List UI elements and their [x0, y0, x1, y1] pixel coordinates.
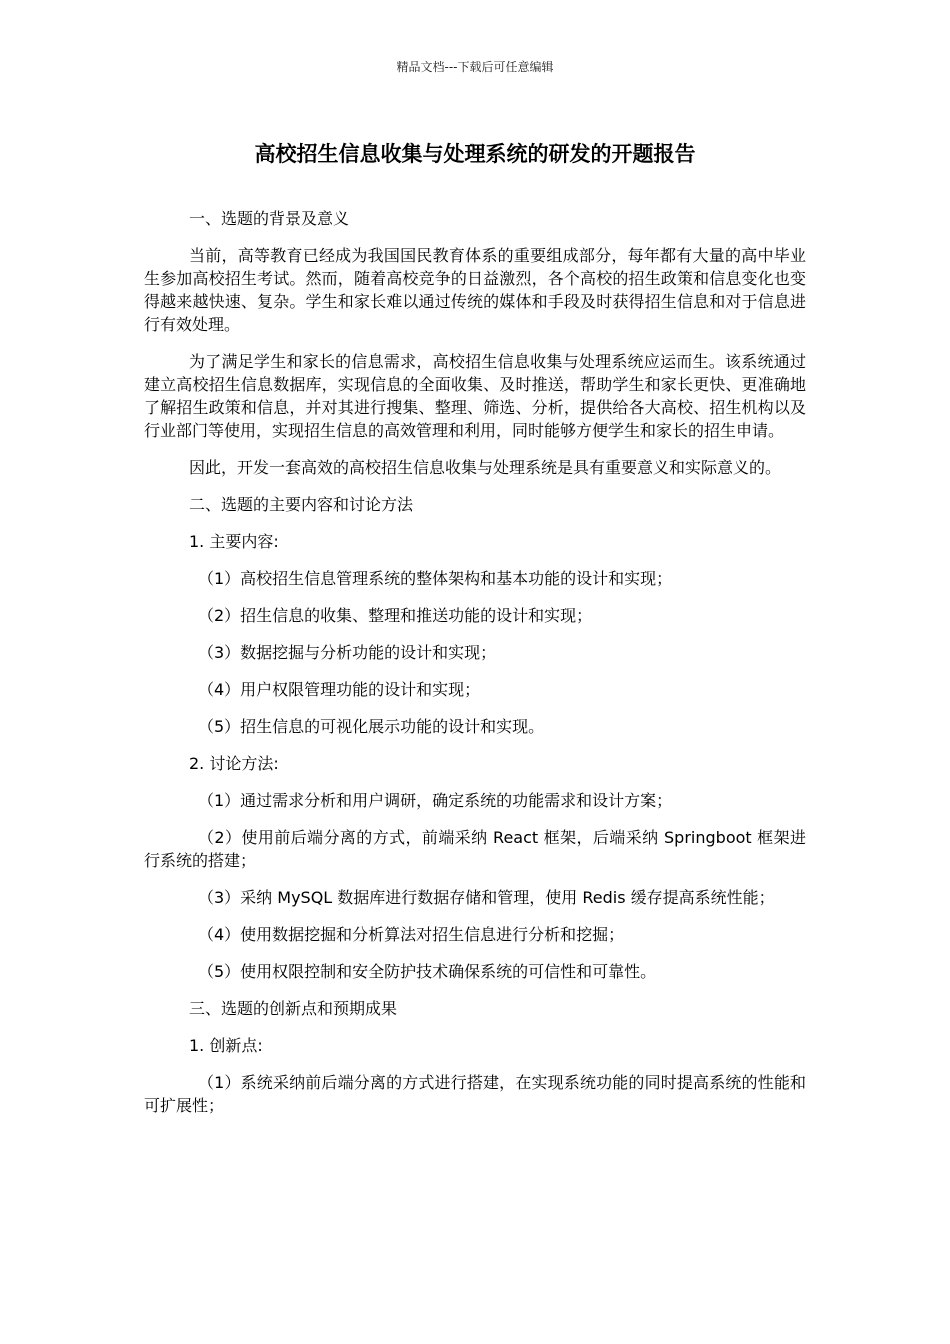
- header-note: 精品文档---下载后可任意编辑: [396, 60, 554, 74]
- section-heading: 三、选题的创新点和预期成果: [189, 999, 398, 1018]
- list-item: （5）招生信息的可视化展示功能的设计和实现。: [198, 717, 545, 736]
- paragraph: 因此，开发一套高效的高校招生信息收集与处理系统是具有重要意义和实际意义的。: [189, 458, 782, 477]
- list-item: （5）使用权限控制和安全防护技术确保系统的可信性和可靠性。: [198, 962, 657, 981]
- list-item: （3）数据挖掘与分析功能的设计和实现；: [198, 643, 497, 662]
- subheading: 1. 主要内容:: [189, 532, 279, 551]
- list-item: （1）系统采纳前后端分离的方式进行搭建，在实现系统功能的同时提高系统的性能和可扩展性；: [144, 1073, 806, 1115]
- subheading: 2. 讨论方法:: [189, 754, 279, 773]
- section-heading: 二、选题的主要内容和讨论方法: [189, 495, 414, 514]
- list-item: （1）高校招生信息管理系统的整体架构和基本功能的设计和实现；: [198, 569, 673, 588]
- document-title: 高校招生信息收集与处理系统的研发的开题报告: [254, 142, 696, 166]
- list-item: （4）使用数据挖掘和分析算法对招生信息进行分析和挖掘；: [198, 925, 625, 944]
- paragraph: 当前，高等教育已经成为我国国民教育体系的重要组成部分，每年都有大量的高中毕业生参加高校招生考试。然而，随着高校竞争的日益激烈，各个高校的招生政策和信息变化也变得越来越快速、复杂。学生和家长难以通过传统的媒体和手段及时获得招生信息和对于信息进行有效处理。: [144, 246, 806, 334]
- subheading: 1. 创新点:: [189, 1036, 263, 1055]
- document-body: [144, 207, 806, 1131]
- list-item: （2）使用前后端分离的方式，前端采纳 React 框架，后端采纳 Springboot 框架进行系统的搭建；: [144, 828, 806, 870]
- list-item: （1）通过需求分析和用户调研，确定系统的功能需求和设计方案；: [198, 791, 673, 810]
- section-heading: 一、选题的背景及意义: [189, 209, 350, 228]
- list-item: （2）招生信息的收集、整理和推送功能的设计和实现；: [198, 606, 593, 625]
- list-item: （4）用户权限管理功能的设计和实现；: [198, 680, 481, 699]
- paragraph: 为了满足学生和家长的信息需求，高校招生信息收集与处理系统应运而生。该系统通过建立高校招生信息数据库，实现信息的全面收集、及时推送，帮助学生和家长更快、更准确地了解招生政策和信息，并对其进行搜集、整理、筛选、分析，提供给各大高校、招生机构以及行业部门等使用，实现招生信息的高效管理和利用，同时能够方便学生和家长的招生申请。: [144, 352, 806, 440]
- list-item: （3）采纳 MySQL 数据库进行数据存储和管理，使用 Redis 缓存提高系统性能；: [198, 888, 775, 907]
